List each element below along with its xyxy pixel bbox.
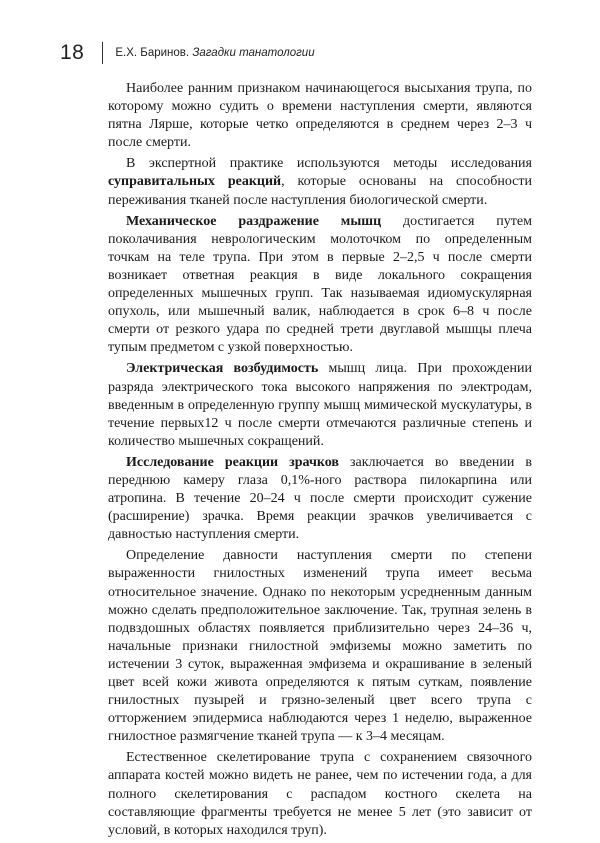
paragraph-supravital-reactions: В экспертной практике используются методы исследования суправитальных реакций, которые основаны на способности переживания тканей после наступления биологической смерти.: [108, 156, 532, 208]
page-body: [108, 80, 532, 843]
paragraph-mechanical-stimulation: Механическое раздражение мышц достигается путем поколачивания неврологическим молоточком по определенным точкам на теле трупа. При этом в первые 2–2,5 ч после смерти возникает ответная реакция в виде локального сокращения определенных мышечных групп. Так называемая идиомускулярная опухоль, или мышечный валик, наблюдается в срок 6–8 ч после смерти от резкого удара по средней трети двуглавой мышцы плеча тупым предметом с узкой поверхностью.: [108, 213, 532, 356]
author-name: Е.Х. Баринов.: [115, 47, 190, 59]
paragraph-putrefactive-changes: Определение давности наступления смерти по степени выраженности гнилостных изменений трупа имеет весьма относительное значение. Однако по некоторым усредненным данным можно сделать предположительное заключение. Так, трупная зелень в подвздошных областях появляется приблизительно через 24–36 ч, начальные признаки гнилостной эмфиземы можно заметить по истечении 3 суток, выраженная эмфизема и окрашивание в зеленый цвет всей кожи живота определяются к пятым суткам, появление гнилостных пузырей и грязно-зеленый цвет всего трупа с отторжением эпидермиса наблюдаются через 1 неделю, выраженное гнилостное размягчение тканей трупа — к 3–4 месяцам.: [108, 548, 532, 745]
paragraph-pupil-reaction: Исследование реакции зрачков заключается во введении в переднюю камеру глаза 0,1%-ного раствора пилокарпина или атропина. В течение 20–24 ч после смерти происходит сужение (расширение) зрачка. Время реакции зрачков увеличивается с давностью наступления смерти.: [108, 454, 533, 543]
paragraph-electrical-excitability: Электрическая возбудимость мышц лица. При прохождении разряда электрического тока высокого напряжения по электродам, введенным в определенную группу мышц мимической мускулатуры, в течение первых12 ч после смерти отмечаются различные степень и количество мышечных сокращений.: [108, 361, 532, 449]
paragraph-skeletonization: Естественное скелетирование трупа с сохранением связочного аппарата костей можно видеть не ранее, чем по истечении года, а для полного скелетирования с распадом костного скелета на составляющие фрагменты требуется не менее 5 лет (это зависит от условий, в которых находился труп).: [108, 750, 532, 838]
paragraph-larcher-spots: Наиболее ранним признаком начинающегося высыхания трупа, по которому можно судить о времени наступления смерти, являются пятна Лярше, которые четко определяются в среднем через 2–3 ч после смерти.: [108, 81, 532, 151]
book-title: Загадки танатологии: [192, 47, 315, 59]
bold-term: Электрическая возбудимость: [126, 361, 319, 377]
running-head: [115, 47, 314, 59]
bold-term: Исследование реакции зрачков: [126, 454, 339, 470]
bold-term: суправитальных реакций: [108, 174, 282, 190]
bold-term: Механическое раздражение мышц: [126, 213, 382, 229]
header-divider: [102, 42, 103, 64]
page-number: 18: [60, 41, 85, 64]
page-header: [60, 40, 530, 66]
